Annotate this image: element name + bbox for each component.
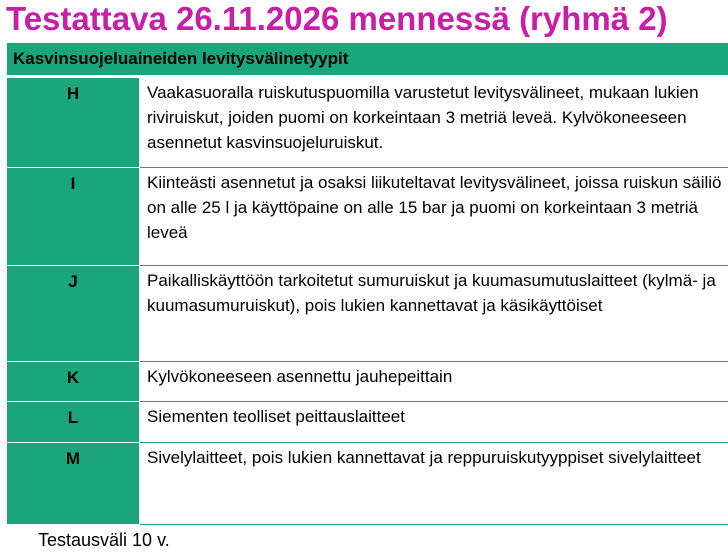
type-description: Paikalliskäyttöön tarkoitetut sumuruiskut ja kuumasumutuslaitteet (kylmä- ja kuumasumuruiskut), pois lukien kannettavat ja käsikäyttöiset (140, 266, 728, 362)
type-description: Siementen teolliset peittauslaitteet (140, 402, 728, 443)
equipment-table (6, 42, 728, 525)
table-header: Kasvinsuojeluaineiden levitysvälinetyypit (7, 43, 728, 77)
type-code: H (7, 77, 140, 168)
table-row (7, 168, 728, 266)
table-row (7, 443, 728, 525)
type-code: M (7, 443, 140, 525)
type-code: L (7, 402, 140, 443)
table-row (7, 77, 728, 168)
table-header-row (7, 43, 728, 77)
testing-interval-note: Testausväli 10 v. (38, 530, 170, 550)
type-code: J (7, 266, 140, 362)
equipment-type-table (6, 42, 728, 525)
type-description: Sivelylaitteet, pois lukien kannettavat ja reppuruiskutyyppiset sivelylaitteet (140, 443, 728, 525)
type-code: I (7, 168, 140, 266)
type-description: Vaakasuoralla ruiskutuspuomilla varustetut levitysvälineet, mukaan lukien riviruiskut, joiden puomi on korkeintaan 3 metriä leveä. Kylvökoneeseen asennetut kasvinsuojeluruiskut. (140, 77, 728, 168)
type-code: K (7, 362, 140, 402)
type-description: Kiinteästi asennetut ja osaksi liikuteltavat levitysvälineet, joissa ruiskun säiliö on alle 25 l ja käyttöpaine on alle 15 bar ja puomi on korkeintaan 3 metriä leveä (140, 168, 728, 266)
type-description: Kylvökoneeseen asennettu jauhepeittain (140, 362, 728, 402)
table-row (7, 266, 728, 362)
slide-title: Testattava 26.11.2026 mennessä (ryhmä 2) (6, 0, 668, 37)
table-row (7, 362, 728, 402)
table-row (7, 402, 728, 443)
